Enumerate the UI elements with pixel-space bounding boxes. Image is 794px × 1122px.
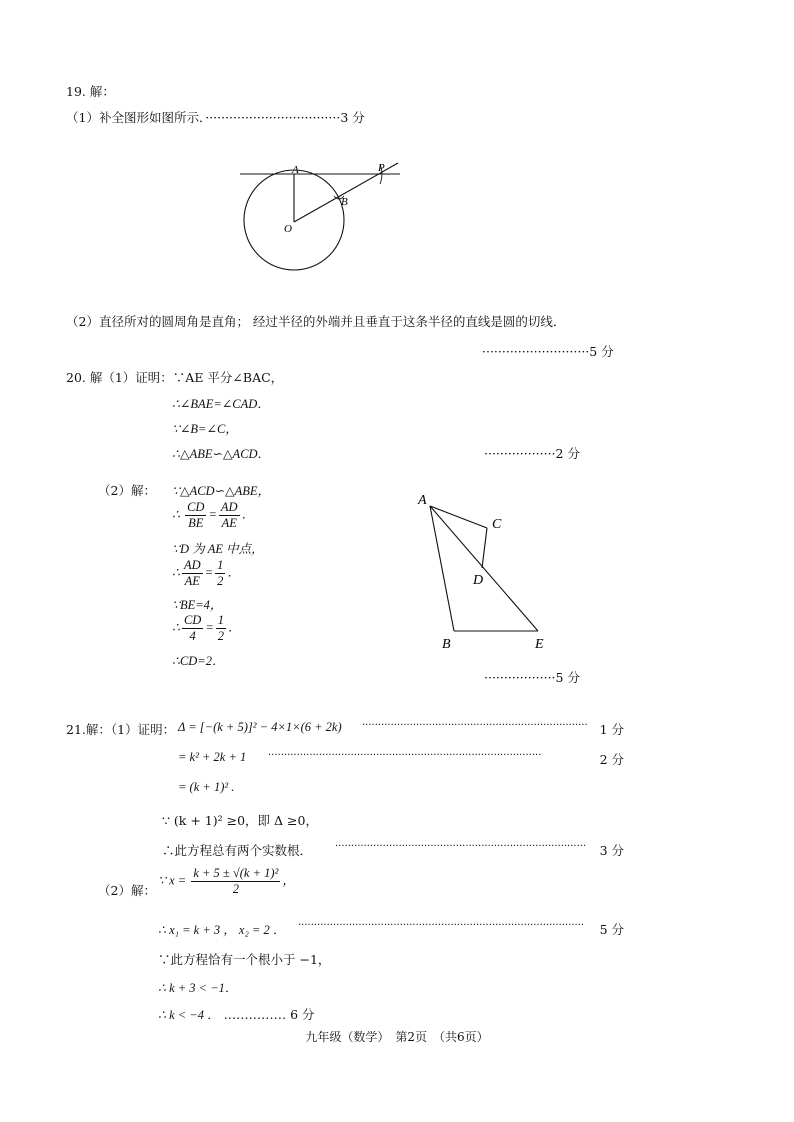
q20-part2-line6 bbox=[172, 613, 241, 644]
q20-frac-cd-4 bbox=[182, 613, 203, 644]
q21-part2-line5-row bbox=[158, 1005, 315, 1023]
q20-part2-line5: ∵BE=4， bbox=[172, 598, 223, 612]
equals-sign: = bbox=[205, 620, 214, 635]
q20-part2-dots: ·················· bbox=[484, 670, 556, 685]
q19-part1-score: 3 分 bbox=[340, 110, 365, 125]
q21-line5-score: 3 分 bbox=[599, 843, 624, 858]
q20-line1: ∴∠BAE=∠CAD． bbox=[172, 397, 270, 411]
q20-frac-cd-be bbox=[185, 500, 206, 531]
frac-den: 4 bbox=[189, 629, 196, 643]
q19-heading: 19. 解： bbox=[66, 84, 115, 99]
q19-part1-dots: ·································· bbox=[205, 110, 341, 125]
q21-line2-dots: ······················································································ bbox=[268, 750, 542, 761]
q20-label-A: A bbox=[418, 493, 427, 508]
q20-figure bbox=[410, 488, 560, 653]
page-footer: 九年级（数学） 第2页 （共6页） bbox=[305, 1030, 489, 1044]
q21-line4: ∵ (k + 1)² ≥0，即 Δ ≥0， bbox=[162, 813, 318, 828]
q20-seg-AB bbox=[430, 506, 454, 631]
q19-label-A: A bbox=[292, 164, 299, 176]
q21-line3: = (k + 1)² . bbox=[178, 780, 235, 794]
frac-den: AE bbox=[221, 516, 237, 530]
q20-part2-label: （2）解： bbox=[98, 483, 156, 498]
q21-x-prefix: ∵ x = bbox=[158, 873, 187, 888]
frac-num: AD bbox=[220, 500, 238, 514]
q20-part2-score-line bbox=[484, 668, 580, 686]
period: ． bbox=[241, 507, 255, 522]
q19-label-P: P bbox=[378, 162, 385, 174]
q21-part2-line3: ∵此方程恰有一个根小于 −1， bbox=[158, 952, 331, 967]
q21-part2-label: （2）解： bbox=[98, 883, 156, 898]
q20-frac-ad-ae bbox=[219, 500, 240, 531]
q20-frac-half bbox=[215, 558, 225, 589]
q20-frac-ad-ae-2 bbox=[182, 558, 203, 589]
frac-den: BE bbox=[188, 516, 204, 530]
q19-part2-text: （2）直径所对的圆周角是直角； 经过半径的外端并且垂直于这条半径的直线是圆的切线． bbox=[66, 314, 566, 329]
q20-part1-score-line bbox=[484, 444, 580, 462]
q20-heading: 20. 解（1）证明：∵AE 平分∠BAC， bbox=[66, 370, 284, 385]
q21-part2-line5-score: 6 分 bbox=[290, 1007, 315, 1022]
frac-den: AE bbox=[184, 574, 200, 588]
q21-line1-dots: ······································································· bbox=[362, 720, 588, 731]
frac-num: CD bbox=[187, 500, 205, 514]
q20-seg-CD bbox=[482, 528, 487, 568]
q19-part2-score-line bbox=[482, 342, 614, 360]
q20-part1-score: 2 分 bbox=[555, 446, 580, 461]
q20-part1-dots: ·················· bbox=[484, 446, 556, 461]
q21-line1: Δ = [−(k + 5)]² − 4×1×(6 + 2k) bbox=[178, 720, 342, 734]
q20-therefore-1: ∴ bbox=[172, 507, 180, 522]
q21-line5-dots: ··············································································· bbox=[335, 841, 587, 852]
q20-seg-AC bbox=[430, 506, 487, 528]
q21-part2-line2: ∴ x₁ = k + 3 ， x₂ = 2 ． bbox=[158, 923, 286, 937]
q21-line5-score-row bbox=[335, 841, 624, 859]
q19-label-O: O bbox=[284, 223, 292, 235]
frac-num: 1 bbox=[217, 558, 224, 572]
q20-part2-line2 bbox=[172, 500, 254, 531]
q19-figure bbox=[230, 150, 410, 280]
period: ． bbox=[228, 620, 241, 635]
q20-part2-line7: ∴CD=2． bbox=[172, 654, 225, 668]
frac-den: 2 bbox=[217, 629, 225, 643]
q21-part2-line2-dots: ·························································································· bbox=[298, 920, 585, 931]
q20-label-C: C bbox=[492, 517, 502, 532]
q19-part1 bbox=[66, 108, 365, 126]
q20-label-B: B bbox=[442, 637, 451, 652]
q20-label-D: D bbox=[473, 573, 484, 588]
q21-heading: 21.解：（1）证明： bbox=[66, 722, 176, 737]
q21-line2: = k² + 2k + 1 bbox=[178, 750, 247, 764]
frac-den: 2 bbox=[232, 882, 239, 896]
q20-part2-line4 bbox=[172, 558, 240, 589]
frac-num: AD bbox=[183, 558, 201, 572]
q20-part2-score: 5 分 bbox=[555, 670, 580, 685]
q20-line3-row bbox=[172, 444, 270, 462]
q21-part2-line5-dots: …………… bbox=[223, 1007, 287, 1022]
q21-root-fraction bbox=[191, 866, 280, 897]
therefore-sign: ∴ bbox=[172, 620, 180, 635]
q19-part1-text: （1）补全图形如图所示． bbox=[66, 110, 206, 125]
frac-num: 1 bbox=[217, 613, 225, 627]
q21-part2-line2-score: 5 分 bbox=[599, 922, 624, 937]
q20-label-E: E bbox=[535, 637, 544, 652]
q20-seg-AE bbox=[430, 506, 538, 631]
frac-num: k + 5 ± √(k + 1)² bbox=[193, 866, 279, 880]
period: ． bbox=[227, 565, 240, 580]
q20-part2-line1: ∵△ACD∽△ABE， bbox=[172, 484, 271, 498]
frac-den: 2 bbox=[217, 574, 224, 588]
q21-line1-score-row bbox=[362, 720, 624, 738]
q21-comma: ， bbox=[282, 873, 295, 888]
q20-line2: ∵∠B=∠C， bbox=[172, 422, 238, 436]
q21-line2-score: 2 分 bbox=[599, 752, 624, 767]
frac-num: CD bbox=[183, 613, 202, 627]
therefore-sign: ∴ bbox=[172, 565, 180, 580]
q21-line2-score-row bbox=[268, 750, 624, 768]
q20-line3: ∴△ABE∽△ACD． bbox=[172, 447, 271, 461]
q19-label-B: B bbox=[341, 196, 348, 208]
equals-sign: = bbox=[204, 565, 214, 580]
q19-part2-score: 5 分 bbox=[589, 344, 614, 359]
q20-frac-half-2 bbox=[216, 613, 226, 644]
q21-part2-line2-score-row bbox=[298, 920, 624, 938]
q20-part2-line3: ∵D 为 AE 中点， bbox=[172, 542, 264, 556]
q21-part2-line4: ∴ k + 3 < −1． bbox=[158, 981, 238, 995]
q19-part2-dots: ··························· bbox=[482, 344, 590, 359]
q21-part2-line1 bbox=[158, 866, 295, 897]
q21-part2-line5: ∴ k < −4 ． bbox=[158, 1008, 220, 1022]
q21-line1-score: 1 分 bbox=[599, 722, 624, 737]
q21-line5: ∴此方程总有两个实数根． bbox=[162, 843, 313, 858]
equals-sign: = bbox=[208, 507, 217, 522]
